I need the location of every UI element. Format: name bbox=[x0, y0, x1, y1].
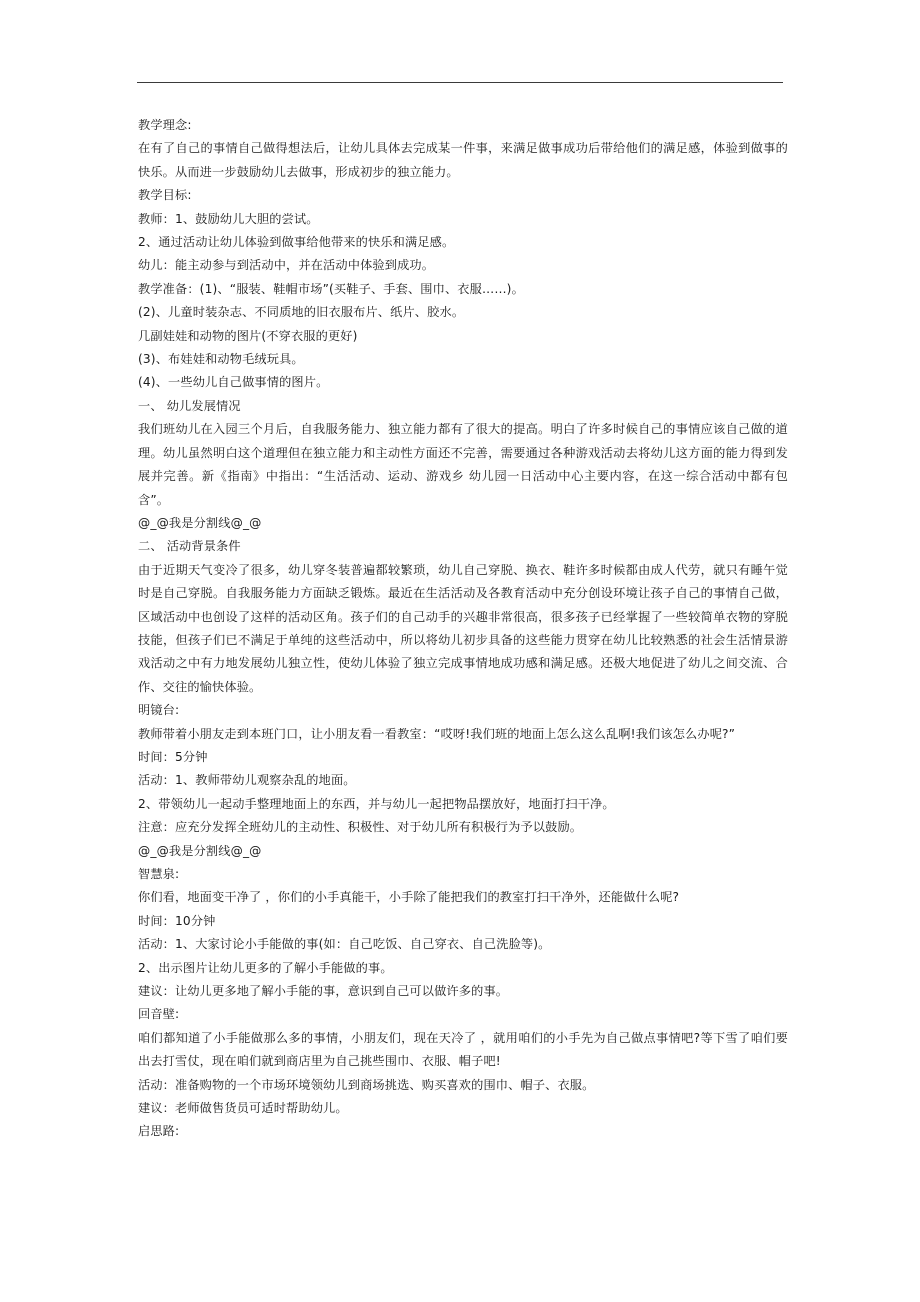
paragraph-mingjingtai: 教师带着小朋友走到本班门口，让小朋友看一看教室：“哎呀!我们班的地面上怎么这么乱啊!我们该怎么办呢?” bbox=[138, 726, 736, 741]
time-10min: 时间：10分钟 bbox=[138, 913, 216, 928]
paragraph-huiyinbi: 咱们都知道了小手能做那么多的事情，小朋友们，现在天冷了 ，就用咱们的小手先为自己做点事情吧?等下雪了咱们要出去打雪仗，现在咱们就到商店里为自己挑些围巾、衣服、帽子吧! bbox=[138, 1030, 788, 1069]
goal-child: 幼儿：能主动参与到活动中，并在活动中体验到成功。 bbox=[138, 258, 435, 273]
prep-4: (4)、一些幼儿自己做事情的图片。 bbox=[138, 375, 329, 390]
section-heading-background: 二、 活动背景条件 bbox=[138, 539, 241, 554]
heading-zhihuiquan: 智慧泉: bbox=[138, 867, 180, 881]
goal-2: 2、通过活动让幼儿体验到做事给他带来的快乐和满足感。 bbox=[138, 235, 455, 250]
divider-text: @_@我是分割线@_@ bbox=[138, 515, 262, 530]
heading-qisilu: 启思路: bbox=[138, 1124, 180, 1139]
prep-2-extra: 几副娃娃和动物的图片(不穿衣服的更好) bbox=[138, 328, 358, 343]
heading-teaching-philosophy: 教学理念: bbox=[138, 118, 192, 132]
goal-teacher: 教师：1、鼓励幼儿大胆的尝试。 bbox=[138, 211, 319, 226]
prep-3: (3)、布娃娃和动物毛绒玩具。 bbox=[138, 352, 304, 367]
divider-text-2: @_@我是分割线@_@ bbox=[138, 843, 262, 858]
paragraph-background: 由于近期天气变冷了很多，幼儿穿冬装普遍都较繁琐，幼儿自己穿脱、换衣、鞋许多时候都由成人代劳，就只有睡午觉时是自己穿脱。自我服务能力方面缺乏锻炼。最近在生活活动及各教育活动中充分创设环境让孩子自己的事情自己做，区域活动中也创设了这样的活动区角。孩子们的自己动手的兴趣非常很高，很多孩子已经掌握了一些较简单衣物的穿脱技能，但孩子们已不满足于单纯的这些活动中，所以将幼儿初步具备的这些能力贯穿在幼儿比较熟悉的社会生活情景游戏活动之中有力地发展幼儿独立性，使幼儿体验了独立完成事情地成功感和满足感。还极大地促进了幼儿之间交流、合作、交往的愉快体验。 bbox=[138, 562, 788, 694]
document-body bbox=[138, 114, 788, 1144]
activity-pictures: 2、出示图片让幼儿更多的了解小手能做的事。 bbox=[138, 960, 393, 975]
suggestion-2: 建议：老师做售货员可适时帮助幼儿。 bbox=[138, 1101, 348, 1116]
heading-teaching-goals: 教学目标: bbox=[138, 188, 192, 203]
paragraph-development: 我们班幼儿在入园三个月后，自我服务能力、独立能力都有了很大的提高。明白了许多时候自己的事情应该自己做的道理。幼儿虽然明白这个道理但在独立能力和主动性方面还不完善，需要通过各种游戏活动去将幼儿这方面的能力得到发展并完善。新《指南》中指出：“生活活动、运动、游戏乡 幼儿园一日活动中心主要内容，在这一综合活动中都有包含”。 bbox=[138, 422, 788, 507]
activity-shopping: 活动：准备购物的一个市场环境领幼儿到商场挑选、购买喜欢的围巾、帽子、衣服。 bbox=[138, 1077, 595, 1092]
activity-2: 2、带领幼儿一起动手整理地面上的东西，并与幼儿一起把物品摆放好，地面打扫干净。 bbox=[138, 796, 615, 811]
activity-discuss: 活动：1、大家讨论小手能做的事(如：自己吃饭、自己穿衣、自己洗脸等)。 bbox=[138, 937, 551, 952]
heading-mingjingtai: 明镜台: bbox=[138, 703, 180, 718]
note: 注意：应充分发挥全班幼儿的主动性、积极性、对于幼儿所有积极行为予以鼓励。 bbox=[138, 820, 583, 835]
paragraph-teaching-philosophy: 在有了自己的事情自己做得想法后，让幼儿具体去完成某一件事，来满足做事成功后带给他们的满足感，体验到做事的快乐。从而进一步鼓励幼儿去做事，形成初步的独立能力。 bbox=[138, 141, 788, 179]
prep-1: 教学准备：(1)、“服装、鞋帽市场”(买鞋子、手套、围巾、衣服……)。 bbox=[138, 281, 524, 296]
paragraph-zhihuiquan: 你们看，地面变干净了 ，你们的小手真能干，小手除了能把我们的教室打扫干净外，还能做什么呢? bbox=[138, 890, 680, 905]
time-5min: 时间：5分钟 bbox=[138, 749, 208, 764]
suggestion-1: 建议：让幼儿更多地了解小手能的事，意识到自己可以做许多的事。 bbox=[138, 984, 509, 999]
heading-huiyinbi: 回音壁: bbox=[138, 1007, 180, 1022]
section-heading-development: 一、 幼儿发展情况 bbox=[138, 398, 241, 413]
prep-2: (2)、儿童时装杂志、不同质地的旧衣服布片、纸片、胶水。 bbox=[138, 305, 465, 320]
header-rule bbox=[137, 82, 783, 83]
activity-1: 活动：1、教师带幼儿观察杂乱的地面。 bbox=[138, 773, 356, 788]
